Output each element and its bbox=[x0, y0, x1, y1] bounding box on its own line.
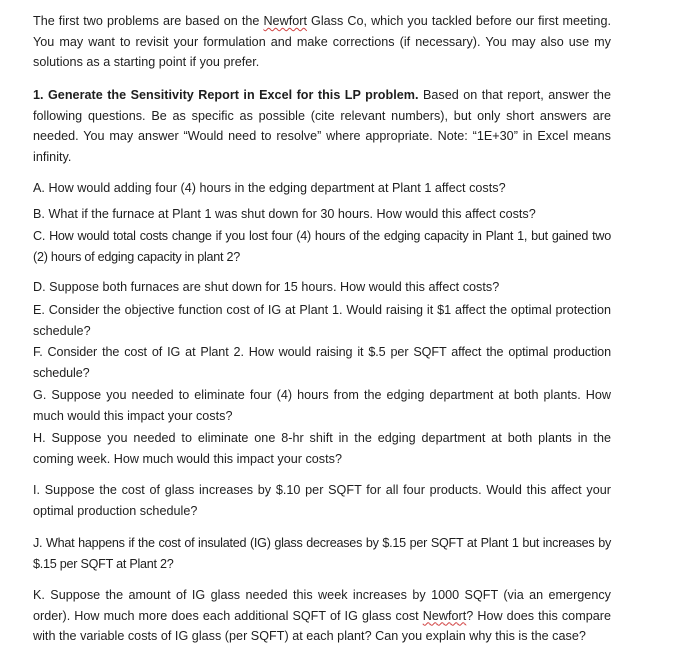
problem-1-instructions: Based on that report, answer the following questions. Be as specific as possible (cite relevant numbers), but only short answers are needed. You may answer “Would need to resolve” where appropriate. Note: “1E+30” in Excel means infinity. bbox=[33, 88, 611, 164]
company-name-misspelled: Newfort bbox=[263, 14, 307, 28]
question-j: J. What happens if the cost of insulated (IG) glass decreases by $.15 per SQFT at Plant 1 but increases by $.15 per SQFT at Plant 2? bbox=[33, 536, 611, 571]
intro-text-start: The first two problems are based on the bbox=[33, 14, 264, 28]
intro-paragraph bbox=[33, 11, 611, 73]
question-f: F. Consider the cost of IG at Plant 2. How would raising it $.5 per SQFT affect the optimal production schedule? bbox=[33, 345, 611, 380]
question-h: H. Suppose you needed to eliminate one 8-hr shift in the edging department at both plants in the coming week. How much would this impact your costs? bbox=[33, 431, 611, 466]
question-a: A. How would adding four (4) hours in the edging department at Plant 1 affect costs? bbox=[33, 181, 506, 195]
question-c: C. How would total costs change if you lost four (4) hours of the edging capacity in Plant 1, but gained two (2) hours of edging capacity in plant 2? bbox=[33, 229, 611, 264]
problem-1-heading: 1. Generate the Sensitivity Report in Excel for this LP problem. bbox=[33, 88, 419, 102]
question-k-start: K. Suppose the amount of IG glass needed this week increases by 1000 SQFT (via an emergency order). How much more does each additional SQFT of IG glass cost bbox=[33, 588, 611, 623]
question-e: E. Consider the objective function cost of IG at Plant 1. Would raising it $1 affect the optimal protection schedule? bbox=[33, 303, 611, 338]
problem-1-paragraph bbox=[33, 85, 611, 167]
question-g: G. Suppose you needed to eliminate four (4) hours from the edging department at both plants. How much would this impact your costs? bbox=[33, 388, 611, 423]
intro-text-end: Glass Co, which you tackled before our first meeting. You may want to revisit your formulation and make corrections (if necessary). You may also use my solutions as a starting point if you prefer. bbox=[33, 14, 611, 69]
question-i: I. Suppose the cost of glass increases by $.10 per SQFT for all four products. Would this affect your optimal production schedule? bbox=[33, 483, 611, 518]
question-b: B. What if the furnace at Plant 1 was shut down for 30 hours. How would this affect costs? bbox=[33, 207, 536, 221]
question-k-end: ? How does this compare with the variable costs of IG glass (per SQFT) at each plant? Can you explain why this is the case? bbox=[33, 608, 612, 643]
question-k bbox=[33, 585, 611, 647]
question-d: D. Suppose both furnaces are shut down for 15 hours. How would this affect costs? bbox=[33, 280, 500, 294]
company-name-misspelled-k: Newfort bbox=[422, 608, 467, 623]
